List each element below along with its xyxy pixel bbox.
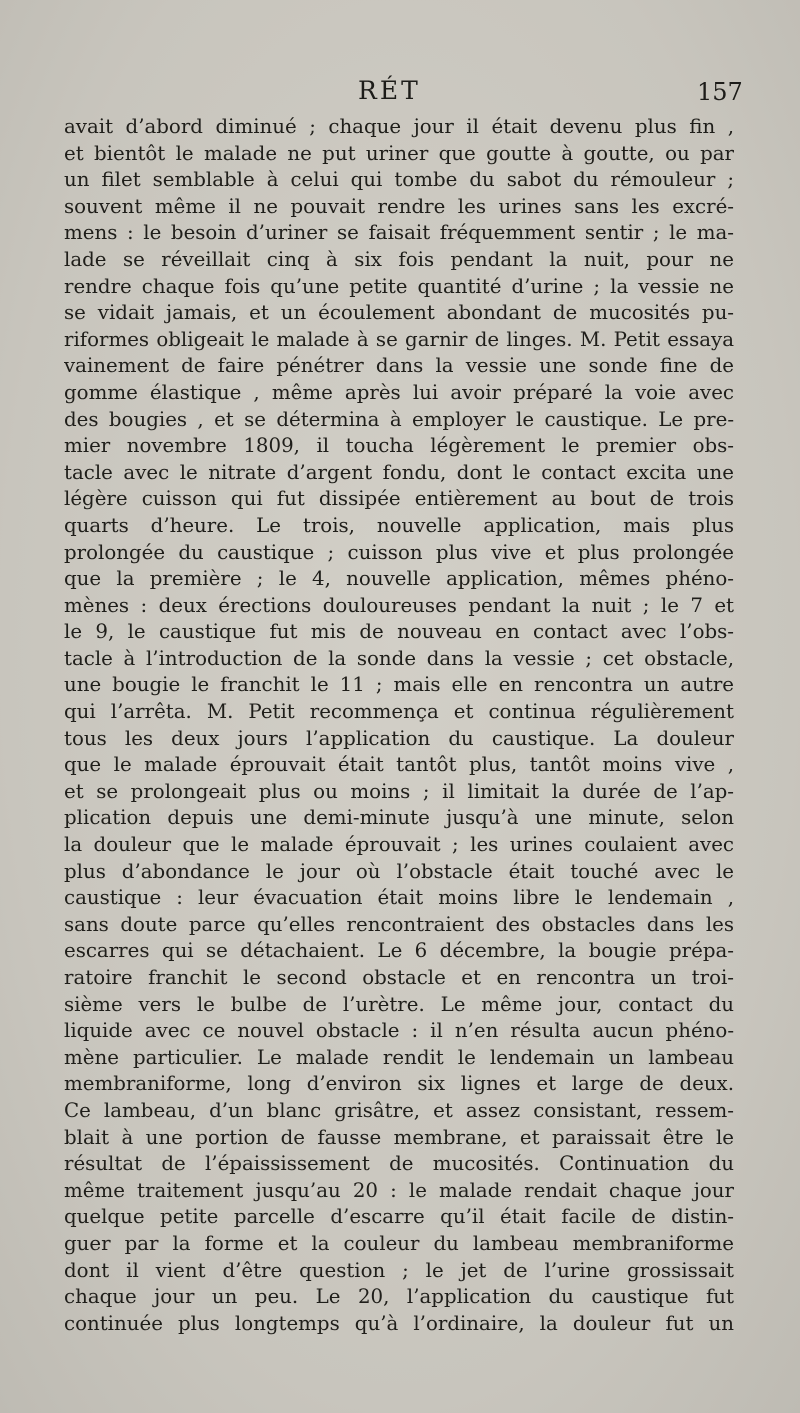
text-line: tacle à l’introduction de la sonde dans la vessie ; cet obstacle, (64, 646, 734, 670)
text-line: mènes : deux érections douloureuses pendant la nuit ; le 7 et (64, 593, 734, 617)
page-number: 157 (697, 78, 743, 106)
text-line: plication depuis une demi-minute jusqu’à une minute, selon (64, 806, 734, 830)
text-line: légère cuisson qui fut dissipée entièrement au bout de trois (64, 487, 734, 511)
text-line: rendre chaque fois qu’une petite quantité d’urine ; la vessie ne (64, 274, 734, 298)
text-line: ratoire franchit le second obstacle et en rencontra un troi- (64, 966, 734, 989)
text-line: riformes obligeait le malade à se garnir de linges. M. Petit essaya (64, 327, 734, 351)
text-line: la douleur que le malade éprouvait ; les urines coulaient avec (64, 833, 734, 857)
text-line: des bougies , et se détermina à employer le caustique. Le pre- (64, 407, 734, 431)
text-line: dont il vient d’être question ; le jet de l’urine grossissait (64, 1258, 734, 1282)
text-line: gomme élastique , même après lui avoir préparé la voie avec (64, 380, 734, 404)
text-line: quelque petite parcelle d’escarre qu’il était facile de distin- (64, 1205, 734, 1229)
text-line: une bougie le franchit le 11 ; mais elle en rencontra un autre (64, 673, 734, 697)
text-line: le 9, le caustique fut mis de nouveau en contact avec l’obs- (64, 620, 734, 644)
text-line: continuée plus longtemps qu’à l’ordinaire, la douleur fut un (64, 1311, 734, 1335)
text-line: un filet semblable à celui qui tombe du sabot du rémouleur ; (64, 168, 734, 192)
text-line: se vidait jamais, et un écoulement abondant de mucosités pu- (64, 301, 734, 325)
body-text (64, 114, 734, 1337)
text-line: caustique : leur évacuation était moins libre le lendemain , (64, 886, 734, 910)
text-line: Ce lambeau, d’un blanc grisâtre, et assez consistant, ressem- (64, 1098, 734, 1122)
text-line: tacle avec le nitrate d’argent fondu, dont le contact excita une (64, 460, 734, 484)
running-title: RÉT (358, 76, 421, 105)
text-line: blait à une portion de fausse membrane, et paraissait être le (64, 1125, 734, 1149)
text-line: résultat de l’épaississement de mucosités. Continuation du (64, 1152, 734, 1176)
text-line: qui l’arrêta. M. Petit recommença et continua régulièrement (64, 700, 734, 724)
text-line: prolongée du caustique ; cuisson plus vive et plus prolongée (64, 540, 734, 564)
text-line: mier novembre 1809, il toucha légèrement le premier obs- (64, 434, 734, 458)
text-line: escarres qui se détachaient. Le 6 décembre, la bougie prépa- (64, 939, 734, 963)
text-line: et se prolongeait plus ou moins ; il limitait la durée de l’ap- (64, 779, 734, 803)
text-line: avait d’abord diminué ; chaque jour il était devenu plus fin , (64, 115, 734, 138)
text-line: sième vers le bulbe de l’urètre. Le même jour, contact du (64, 992, 734, 1016)
text-line: que la première ; le 4, nouvelle application, mêmes phéno- (64, 567, 734, 591)
text-line: quarts d’heure. Le trois, nouvelle application, mais plus (64, 513, 734, 537)
text-line: tous les deux jours l’application du caustique. La douleur (64, 726, 734, 750)
text-line: guer par la forme et la couleur du lambeau membraniforme (64, 1231, 734, 1255)
text-line: chaque jour un peu. Le 20, l’application du caustique fut (64, 1285, 734, 1309)
running-head (0, 74, 800, 114)
text-line: liquide avec ce nouvel obstacle : il n’en résulta aucun phéno- (64, 1019, 734, 1043)
text-line: mens : le besoin d’uriner se faisait fréquemment sentir ; le ma- (64, 221, 734, 245)
text-line: plus d’abondance le jour où l’obstacle était touché avec le (64, 859, 734, 883)
text-line: souvent même il ne pouvait rendre les urines sans les excré- (64, 194, 734, 218)
text-line: vainement de faire pénétrer dans la vessie une sonde fine de (64, 354, 734, 378)
text-line: que le malade éprouvait était tantôt plus, tantôt moins vive , (64, 753, 734, 777)
text-line: membraniforme, long d’environ six lignes et large de deux. (64, 1072, 734, 1096)
text-line: lade se réveillait cinq à six fois pendant la nuit, pour ne (64, 247, 734, 271)
text-line: mène particulier. Le malade rendit le lendemain un lambeau (64, 1045, 734, 1069)
text-line: sans doute parce qu’elles rencontraient des obstacles dans les (64, 912, 734, 936)
text-line: et bientôt le malade ne put uriner que goutte à goutte, ou par (64, 141, 734, 165)
text-line: même traitement jusqu’au 20 : le malade rendait chaque jour (64, 1178, 734, 1202)
